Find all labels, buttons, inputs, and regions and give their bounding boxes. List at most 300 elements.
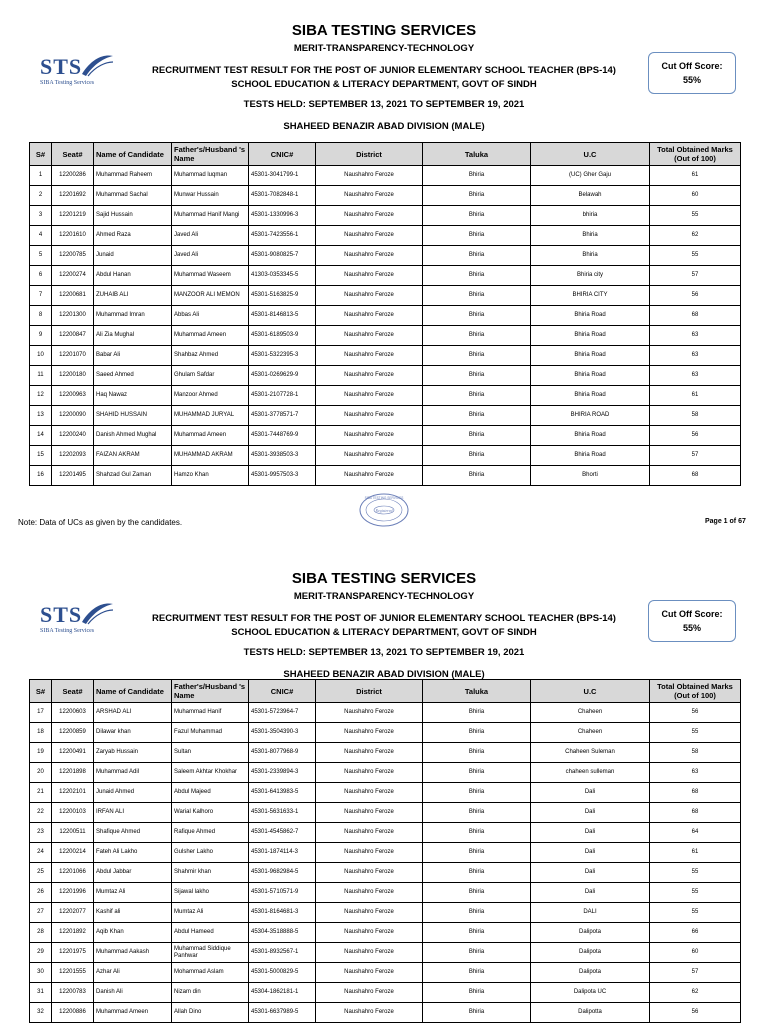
col-cnic: CNIC# (249, 680, 316, 703)
table-row (30, 446, 741, 466)
cell-name: Shahzad Gul Zaman (94, 466, 172, 486)
cell-sno: 7 (30, 286, 52, 306)
cell-taluka: Bhiria (423, 326, 531, 346)
table-row (30, 206, 741, 226)
cell-sno: 12 (30, 386, 52, 406)
cell-marks: 60 (650, 943, 741, 963)
cell-uc: Bhiria Road (531, 346, 650, 366)
cell-uc: Chaheen Suleman (531, 743, 650, 763)
cell-seat: 12201219 (52, 206, 94, 226)
cell-father: MUHAMMAD AKRAM (172, 446, 249, 466)
cell-uc: Bhiria Road (531, 366, 650, 386)
cell-marks: 63 (650, 346, 741, 366)
table-row (30, 166, 741, 186)
cell-cnic: 45301-8146813-5 (249, 306, 316, 326)
cell-uc: Chaheen (531, 703, 650, 723)
cell-marks: 55 (650, 883, 741, 903)
cell-name: Saeed Ahmed (94, 366, 172, 386)
cell-district: Naushahro Feroze (316, 446, 423, 466)
cell-marks: 61 (650, 843, 741, 863)
cell-taluka: Bhiria (423, 963, 531, 983)
cell-name: Muhammad Aakash (94, 943, 172, 963)
col-father: Father's/Husband 's Name (172, 680, 249, 703)
cell-uc: Bhiria Road (531, 326, 650, 346)
cell-name: Danish Ahmed Mughal (94, 426, 172, 446)
cell-sno: 6 (30, 266, 52, 286)
cell-sno: 25 (30, 863, 52, 883)
cell-marks: 66 (650, 923, 741, 943)
cell-seat: 12200286 (52, 166, 94, 186)
cell-sno: 20 (30, 763, 52, 783)
cell-cnic: 45301-5322395-3 (249, 346, 316, 366)
cell-district: Naushahro Feroze (316, 466, 423, 486)
cell-father: Fazul Muhammad (172, 723, 249, 743)
tests-held: TESTS HELD: SEPTEMBER 13, 2021 TO SEPTEMBER 19, 2021 (243, 647, 525, 658)
cell-sno: 17 (30, 703, 52, 723)
cell-marks: 63 (650, 326, 741, 346)
cell-district: Naushahro Feroze (316, 186, 423, 206)
cell-sno: 29 (30, 943, 52, 963)
cell-cnic: 45301-3504390-3 (249, 723, 316, 743)
col-marks: Total Obtained Marks (Out of 100) (650, 680, 741, 703)
cell-cnic: 45301-3938503-3 (249, 446, 316, 466)
cell-seat: 12202077 (52, 903, 94, 923)
cell-taluka: Bhiria (423, 763, 531, 783)
cell-father: Javed Ali (172, 246, 249, 266)
cell-marks: 55 (650, 246, 741, 266)
cell-name: Kashif ali (94, 903, 172, 923)
cell-cnic: 45301-7423556-1 (249, 226, 316, 246)
cell-name: Ali Zia Mughal (94, 326, 172, 346)
cell-marks: 56 (650, 703, 741, 723)
cell-taluka: Bhiria (423, 943, 531, 963)
cell-sno: 1 (30, 166, 52, 186)
cell-taluka: Bhiria (423, 426, 531, 446)
cell-district: Naushahro Feroze (316, 306, 423, 326)
cell-name: Abdul Hanan (94, 266, 172, 286)
cutoff-label: Cut Off Score: (661, 61, 723, 71)
cell-father: Abbas Ali (172, 306, 249, 326)
cell-taluka: Bhiria (423, 723, 531, 743)
swoosh-icon (80, 52, 114, 78)
table-row (30, 963, 741, 983)
cell-name: SHAHID HUSSAIN (94, 406, 172, 426)
table-row (30, 783, 741, 803)
cell-father: Abdul Hameed (172, 923, 249, 943)
cell-seat: 12200214 (52, 843, 94, 863)
cell-seat: 12200090 (52, 406, 94, 426)
cell-taluka: Bhiria (423, 186, 531, 206)
cell-father: Hamzo Khan (172, 466, 249, 486)
col-father: Father's/Husband 's Name (172, 143, 249, 166)
cell-uc: bhiria (531, 206, 650, 226)
table-row (30, 863, 741, 883)
cell-seat: 12201066 (52, 863, 94, 883)
cell-marks: 58 (650, 406, 741, 426)
cell-seat: 12200847 (52, 326, 94, 346)
cell-taluka: Bhiria (423, 1003, 531, 1023)
cell-district: Naushahro Feroze (316, 923, 423, 943)
cell-taluka: Bhiria (423, 903, 531, 923)
cell-father: Muhammad Ameen (172, 326, 249, 346)
cell-taluka: Bhiria (423, 803, 531, 823)
cell-name: Muhammad Sachal (94, 186, 172, 206)
table-row (30, 943, 741, 963)
cell-district: Naushahro Feroze (316, 983, 423, 1003)
department-heading: SCHOOL EDUCATION & LITERACY DEPARTMENT, GOVT OF SINDH (231, 79, 537, 90)
cell-taluka: Bhiria (423, 226, 531, 246)
cell-uc: Bhiria Road (531, 446, 650, 466)
cell-district: Naushahro Feroze (316, 406, 423, 426)
cell-uc: (UC) Gher Gaju (531, 166, 650, 186)
cell-seat: 12201996 (52, 883, 94, 903)
cell-marks: 56 (650, 1003, 741, 1023)
cell-seat: 12201692 (52, 186, 94, 206)
cell-district: Naushahro Feroze (316, 166, 423, 186)
cell-sno: 32 (30, 1003, 52, 1023)
cell-district: Naushahro Feroze (316, 703, 423, 723)
cell-district: Naushahro Feroze (316, 1003, 423, 1023)
cell-uc: Chaheen (531, 723, 650, 743)
col-seat: Seat# (52, 680, 94, 703)
cell-uc: Bhiria (531, 246, 650, 266)
cell-name: Aqib Khan (94, 923, 172, 943)
cell-sno: 9 (30, 326, 52, 346)
cell-seat: 12201495 (52, 466, 94, 486)
cell-sno: 21 (30, 783, 52, 803)
department-heading: SCHOOL EDUCATION & LITERACY DEPARTMENT, GOVT OF SINDH (231, 627, 537, 638)
cell-taluka: Bhiria (423, 386, 531, 406)
cell-father: Muhammad Ameen (172, 426, 249, 446)
cell-uc: BHIRIA ROAD (531, 406, 650, 426)
cell-father: Warial Kalhoro (172, 803, 249, 823)
cell-taluka: Bhiria (423, 843, 531, 863)
table-row (30, 723, 741, 743)
cell-seat: 12200783 (52, 983, 94, 1003)
cell-uc: Dalipota (531, 943, 650, 963)
cell-taluka: Bhiria (423, 743, 531, 763)
cell-seat: 12200240 (52, 426, 94, 446)
cell-father: MANZOOR ALI MEMON (172, 286, 249, 306)
results-table (29, 142, 741, 486)
cell-sno: 13 (30, 406, 52, 426)
cell-uc: Dali (531, 863, 650, 883)
cell-father: Shahmir khan (172, 863, 249, 883)
cell-father: Muhammad Siddique Panhwar (172, 943, 249, 963)
cutoff-score-box (648, 600, 736, 642)
recruitment-heading: RECRUITMENT TEST RESULT FOR THE POST OF JUNIOR ELEMENTARY SCHOOL TEACHER (BPS-14) (152, 613, 616, 624)
cell-cnic: 45301-6413983-5 (249, 783, 316, 803)
cell-sno: 4 (30, 226, 52, 246)
cell-name: Muhammad Adil (94, 763, 172, 783)
table-row (30, 326, 741, 346)
cell-district: Naushahro Feroze (316, 246, 423, 266)
cell-taluka: Bhiria (423, 306, 531, 326)
cell-seat: 12201070 (52, 346, 94, 366)
cell-district: Naushahro Feroze (316, 366, 423, 386)
cell-district: Naushahro Feroze (316, 346, 423, 366)
table-row (30, 306, 741, 326)
cell-uc: Bhiria Road (531, 426, 650, 446)
cell-father: Sultan (172, 743, 249, 763)
table-row (30, 843, 741, 863)
cell-taluka: Bhiria (423, 166, 531, 186)
cell-cnic: 45301-3778571-7 (249, 406, 316, 426)
table-row (30, 983, 741, 1003)
cell-name: Junaid (94, 246, 172, 266)
table-header-row (30, 680, 741, 703)
org-title: SIBA TESTING SERVICES (291, 22, 477, 39)
cell-district: Naushahro Feroze (316, 266, 423, 286)
cell-sno: 2 (30, 186, 52, 206)
cell-marks: 68 (650, 306, 741, 326)
cell-marks: 64 (650, 823, 741, 843)
table-row (30, 266, 741, 286)
cell-seat: 12201610 (52, 226, 94, 246)
cell-father: Rafique Ahmed (172, 823, 249, 843)
cell-father: Munwar Hussain (172, 186, 249, 206)
cell-cnic: 45301-5631633-1 (249, 803, 316, 823)
cell-sno: 31 (30, 983, 52, 1003)
cell-seat: 12200491 (52, 743, 94, 763)
cell-uc: Dali (531, 843, 650, 863)
cell-district: Naushahro Feroze (316, 226, 423, 246)
cell-name: Haq Nawaz (94, 386, 172, 406)
cell-marks: 60 (650, 186, 741, 206)
cell-taluka: Bhiria (423, 366, 531, 386)
cell-taluka: Bhiria (423, 983, 531, 1003)
cell-uc: Dali (531, 783, 650, 803)
cell-cnic: 45301-8077968-9 (249, 743, 316, 763)
table-row (30, 366, 741, 386)
cell-marks: 55 (650, 903, 741, 923)
cell-cnic: 45301-0269629-9 (249, 366, 316, 386)
cell-seat: 12200603 (52, 703, 94, 723)
cell-father: Shahbaz Ahmed (172, 346, 249, 366)
cell-cnic: 45301-1874114-3 (249, 843, 316, 863)
result-page-2 (0, 548, 768, 1024)
cell-name: Babar Ali (94, 346, 172, 366)
recruitment-heading: RECRUITMENT TEST RESULT FOR THE POST OF JUNIOR ELEMENTARY SCHOOL TEACHER (BPS-14) (152, 65, 616, 76)
cell-district: Naushahro Feroze (316, 723, 423, 743)
footnote: Note: Data of UCs as given by the candidates. (18, 518, 183, 527)
cell-sno: 14 (30, 426, 52, 446)
cell-district: Naushahro Feroze (316, 803, 423, 823)
cell-sno: 27 (30, 903, 52, 923)
tagline: MERIT-TRANSPARENCY-TECHNOLOGY (293, 43, 475, 54)
cell-district: Naushahro Feroze (316, 763, 423, 783)
cell-seat: 12200274 (52, 266, 94, 286)
cutoff-value: 55% (682, 75, 701, 85)
cell-sno: 30 (30, 963, 52, 983)
cell-marks: 57 (650, 963, 741, 983)
col-sno: S# (30, 143, 52, 166)
cell-district: Naushahro Feroze (316, 326, 423, 346)
cell-name: Mumtaz Ali (94, 883, 172, 903)
cell-cnic: 45301-4545862-7 (249, 823, 316, 843)
cell-uc: Dalipota UC (531, 983, 650, 1003)
cell-district: Naushahro Feroze (316, 843, 423, 863)
cell-name: Azhar Ali (94, 963, 172, 983)
division-title: SHAHEED BENAZIR ABAD DIVISION (MALE) (283, 669, 485, 680)
cell-uc: Bhorti (531, 466, 650, 486)
cell-taluka: Bhiria (423, 783, 531, 803)
cell-father: Gulsher Lakho (172, 843, 249, 863)
table-row (30, 246, 741, 266)
cell-marks: 55 (650, 863, 741, 883)
svg-text:Registered: Registered (375, 508, 393, 513)
cell-sno: 28 (30, 923, 52, 943)
cell-uc: Bhiria (531, 226, 650, 246)
cell-district: Naushahro Feroze (316, 903, 423, 923)
cell-name: ZUHAIB ALI (94, 286, 172, 306)
cell-district: Naushahro Feroze (316, 743, 423, 763)
cell-cnic: 45301-8932567-1 (249, 943, 316, 963)
cell-taluka: Bhiria (423, 346, 531, 366)
col-uc: U.C (531, 680, 650, 703)
table-row (30, 1003, 741, 1023)
cell-taluka: Bhiria (423, 883, 531, 903)
cell-sno: 19 (30, 743, 52, 763)
results-body-page-1 (30, 166, 741, 486)
cell-seat: 12200511 (52, 823, 94, 843)
cell-taluka: Bhiria (423, 206, 531, 226)
cell-cnic: 45301-7082848-1 (249, 186, 316, 206)
cell-seat: 12201892 (52, 923, 94, 943)
cell-cnic: 45301-1330996-3 (249, 206, 316, 226)
cell-cnic: 45301-2107728-1 (249, 386, 316, 406)
col-district: District (316, 143, 423, 166)
col-taluka: Taluka (423, 143, 531, 166)
cell-name: Danish Ali (94, 983, 172, 1003)
cell-sno: 24 (30, 843, 52, 863)
division-title: SHAHEED BENAZIR ABAD DIVISION (MALE) (283, 121, 485, 132)
cell-taluka: Bhiria (423, 446, 531, 466)
cell-taluka: Bhiria (423, 923, 531, 943)
cell-father: Mohammad Aslam (172, 963, 249, 983)
cell-cnic: 45301-3041799-1 (249, 166, 316, 186)
cell-sno: 15 (30, 446, 52, 466)
table-row (30, 286, 741, 306)
table-row (30, 386, 741, 406)
cell-uc: Dali (531, 803, 650, 823)
cell-name: Abdul Jabbar (94, 863, 172, 883)
cell-district: Naushahro Feroze (316, 386, 423, 406)
cell-father: Ghulam Safdar (172, 366, 249, 386)
cell-cnic: 45301-5723964-7 (249, 703, 316, 723)
cell-district: Naushahro Feroze (316, 943, 423, 963)
cell-uc: Bhiria city (531, 266, 650, 286)
col-cnic: CNIC# (249, 143, 316, 166)
page-number: Page 1 of 67 (705, 518, 746, 525)
cell-seat: 12200681 (52, 286, 94, 306)
table-row (30, 823, 741, 843)
cell-taluka: Bhiria (423, 246, 531, 266)
swoosh-icon (80, 600, 114, 626)
cell-sno: 26 (30, 883, 52, 903)
cell-father: Allah Dino (172, 1003, 249, 1023)
cell-father: Muhammad luqman (172, 166, 249, 186)
cell-father: Nizam din (172, 983, 249, 1003)
cell-name: Fateh Ali Lakho (94, 843, 172, 863)
cell-name: Zaryab Hussain (94, 743, 172, 763)
table-row (30, 903, 741, 923)
col-marks: Total Obtained Marks (Out of 100) (650, 143, 741, 166)
cell-seat: 12200180 (52, 366, 94, 386)
cell-district: Naushahro Feroze (316, 783, 423, 803)
cell-seat: 12201898 (52, 763, 94, 783)
cell-marks: 61 (650, 386, 741, 406)
cell-district: Naushahro Feroze (316, 883, 423, 903)
cell-seat: 12200859 (52, 723, 94, 743)
cell-district: Naushahro Feroze (316, 206, 423, 226)
cell-taluka: Bhiria (423, 703, 531, 723)
cell-marks: 55 (650, 723, 741, 743)
cell-cnic: 45301-7448769-9 (249, 426, 316, 446)
cell-name: ARSHAD ALI (94, 703, 172, 723)
cell-district: Naushahro Feroze (316, 286, 423, 306)
cell-district: Naushahro Feroze (316, 426, 423, 446)
cutoff-label: Cut Off Score: (661, 609, 723, 619)
cell-seat: 12201975 (52, 943, 94, 963)
cell-marks: 56 (650, 286, 741, 306)
cell-taluka: Bhiria (423, 406, 531, 426)
cell-taluka: Bhiria (423, 863, 531, 883)
cell-cnic: 45301-6189503-9 (249, 326, 316, 346)
cell-uc: Dalipotta (531, 1003, 650, 1023)
cell-father: Muhammad Waseem (172, 266, 249, 286)
cell-marks: 56 (650, 426, 741, 446)
cell-marks: 55 (650, 206, 741, 226)
cell-father: MUHAMMAD JURYAL (172, 406, 249, 426)
cell-sno: 5 (30, 246, 52, 266)
col-taluka: Taluka (423, 680, 531, 703)
table-row (30, 406, 741, 426)
cell-marks: 62 (650, 226, 741, 246)
cell-uc: Dalipota (531, 923, 650, 943)
cell-marks: 68 (650, 466, 741, 486)
cell-sno: 8 (30, 306, 52, 326)
cell-taluka: Bhiria (423, 286, 531, 306)
cell-uc: Dalipota (531, 963, 650, 983)
table-row (30, 743, 741, 763)
cell-seat: 12200103 (52, 803, 94, 823)
cell-sno: 11 (30, 366, 52, 386)
sts-logo: STS SIBA Testing Services (40, 598, 120, 638)
cell-uc: Dali (531, 823, 650, 843)
col-name: Name of Candidate (94, 680, 172, 703)
cell-seat: 12200963 (52, 386, 94, 406)
cell-uc: chaheen sulleman (531, 763, 650, 783)
cell-uc: Belawah (531, 186, 650, 206)
col-name: Name of Candidate (94, 143, 172, 166)
cell-father: Javed Ali (172, 226, 249, 246)
cell-sno: 18 (30, 723, 52, 743)
cell-sno: 16 (30, 466, 52, 486)
cell-seat: 12202093 (52, 446, 94, 466)
cell-marks: 63 (650, 763, 741, 783)
cell-cnic: 45301-9682984-5 (249, 863, 316, 883)
table-row (30, 883, 741, 903)
cell-cnic: 45301-5710571-9 (249, 883, 316, 903)
cell-cnic: 41303-0353345-5 (249, 266, 316, 286)
sts-logo: STS SIBA Testing Services (40, 50, 120, 90)
cell-cnic: 45304-3518888-5 (249, 923, 316, 943)
cell-name: Muhammad Ameen (94, 1003, 172, 1023)
table-row (30, 466, 741, 486)
cell-marks: 57 (650, 446, 741, 466)
cell-cnic: 45301-8164681-3 (249, 903, 316, 923)
